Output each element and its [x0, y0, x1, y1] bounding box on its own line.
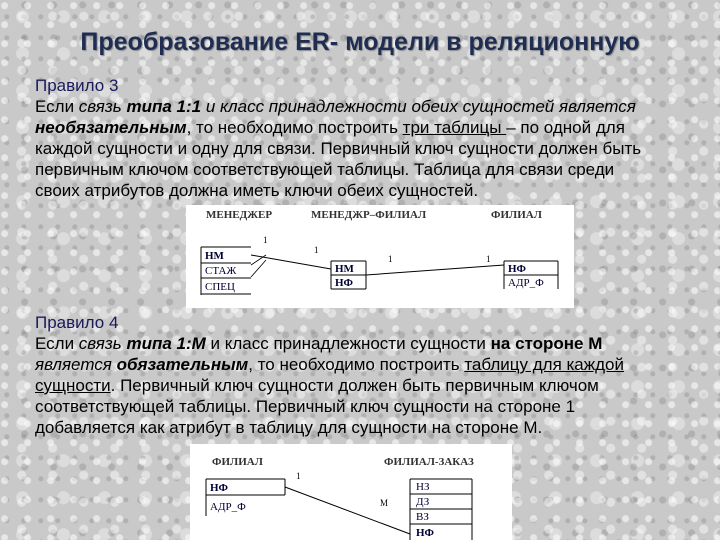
text-span: , то необходимо построить	[248, 355, 465, 374]
header-branch: ФИЛИАЛ	[491, 209, 542, 221]
diagram-rule3	[186, 205, 574, 308]
rule4-line2	[35, 354, 690, 375]
order-attr-nz: НЗ	[416, 481, 430, 493]
attr-stazh: СТАЖ	[205, 265, 237, 277]
card-1d: 1	[486, 254, 491, 264]
text-span: , то необходимо построить	[186, 118, 403, 137]
rule4-heading: Правило 4	[35, 313, 119, 332]
rule4-line4: соответствующей таблицы. Первичный ключ сущности на стороне 1	[35, 397, 576, 416]
rule3-line4: первичным ключом соответствующей таблицы. Таблица для связи среди	[35, 160, 615, 179]
rule3-block	[35, 75, 690, 201]
card-m: М	[380, 498, 389, 508]
header-manager-branch: МЕНЕДЖР–ФИЛИАЛ	[311, 209, 427, 221]
order-attr-vz: ВЗ	[416, 511, 429, 523]
table-branch	[504, 261, 558, 289]
rule3-line1	[35, 96, 690, 117]
text-span: сущности	[35, 376, 111, 395]
text-span: и класс принадлежности обеих сущностей является	[201, 97, 636, 116]
order-attr-dz: ДЗ	[416, 496, 430, 508]
rule3-line2	[35, 117, 690, 138]
branch2-attr-addr: АДР_Ф	[210, 501, 246, 513]
text-span: связь	[78, 334, 127, 353]
header-branch2: ФИЛИАЛ	[212, 456, 263, 468]
text-span: Если	[35, 97, 79, 116]
rule4-line5: добавляется как атрибут в таблицу для сущности на стороне М.	[35, 418, 543, 437]
text-span: Если	[35, 334, 79, 353]
branch2-attr-nf: НФ	[210, 482, 229, 494]
text-span: и класс принадлежности сущности	[205, 334, 491, 353]
table-branch2	[206, 479, 285, 516]
table-order	[410, 479, 472, 540]
link-attr-nm: НМ	[335, 263, 354, 275]
rule3-heading: Правило 3	[35, 76, 119, 95]
text-span: обязательным	[116, 355, 249, 374]
text-span: связь	[78, 97, 127, 116]
text-span: – по одной для	[506, 118, 625, 137]
link-attr-nf: НФ	[335, 277, 354, 289]
text-span: на стороне М	[490, 334, 603, 353]
table-link	[331, 261, 366, 289]
attr-spec: СПЕЦ	[205, 281, 235, 293]
table-manager	[201, 247, 251, 295]
text-span: типа 1:М	[126, 334, 206, 353]
relation-line	[285, 487, 410, 534]
slide-title: Преобразование ER- модели в реляционную	[80, 28, 640, 56]
card-1: 1	[296, 471, 301, 481]
rule4-line3	[35, 375, 690, 396]
text-span: типа 1:1	[126, 97, 202, 116]
rule4-line1	[35, 333, 690, 354]
header-branch-order: ФИЛИАЛ-ЗАКАЗ	[384, 456, 474, 468]
card-1c: 1	[388, 254, 393, 264]
text-span: является	[35, 355, 117, 374]
order-attr-nf: НФ	[416, 527, 435, 539]
text-span: три таблицы	[402, 118, 507, 137]
diagram-rule4	[190, 444, 512, 540]
text-span: . Первичный ключ сущности должен быть первичным ключом	[110, 376, 599, 395]
header-manager: МЕНЕДЖЕР	[206, 209, 273, 221]
text-span: таблицу для каждой	[464, 355, 625, 374]
rule4-block	[35, 312, 690, 438]
rule3-line5: своих атрибутов должна иметь ключи обеих сущностей.	[35, 181, 479, 200]
connectors	[251, 255, 504, 277]
branch-attr-addr: АДР_Ф	[508, 277, 544, 289]
attr-nm: НМ	[205, 250, 224, 262]
branch-attr-nf: НФ	[508, 263, 527, 275]
rule3-line3: каждой сущности и одну для связи. Первичный ключ сущности должен быть	[35, 139, 642, 158]
text-span: необязательным	[35, 118, 187, 137]
card-1b: 1	[314, 245, 319, 255]
card-1a: 1	[263, 235, 268, 245]
